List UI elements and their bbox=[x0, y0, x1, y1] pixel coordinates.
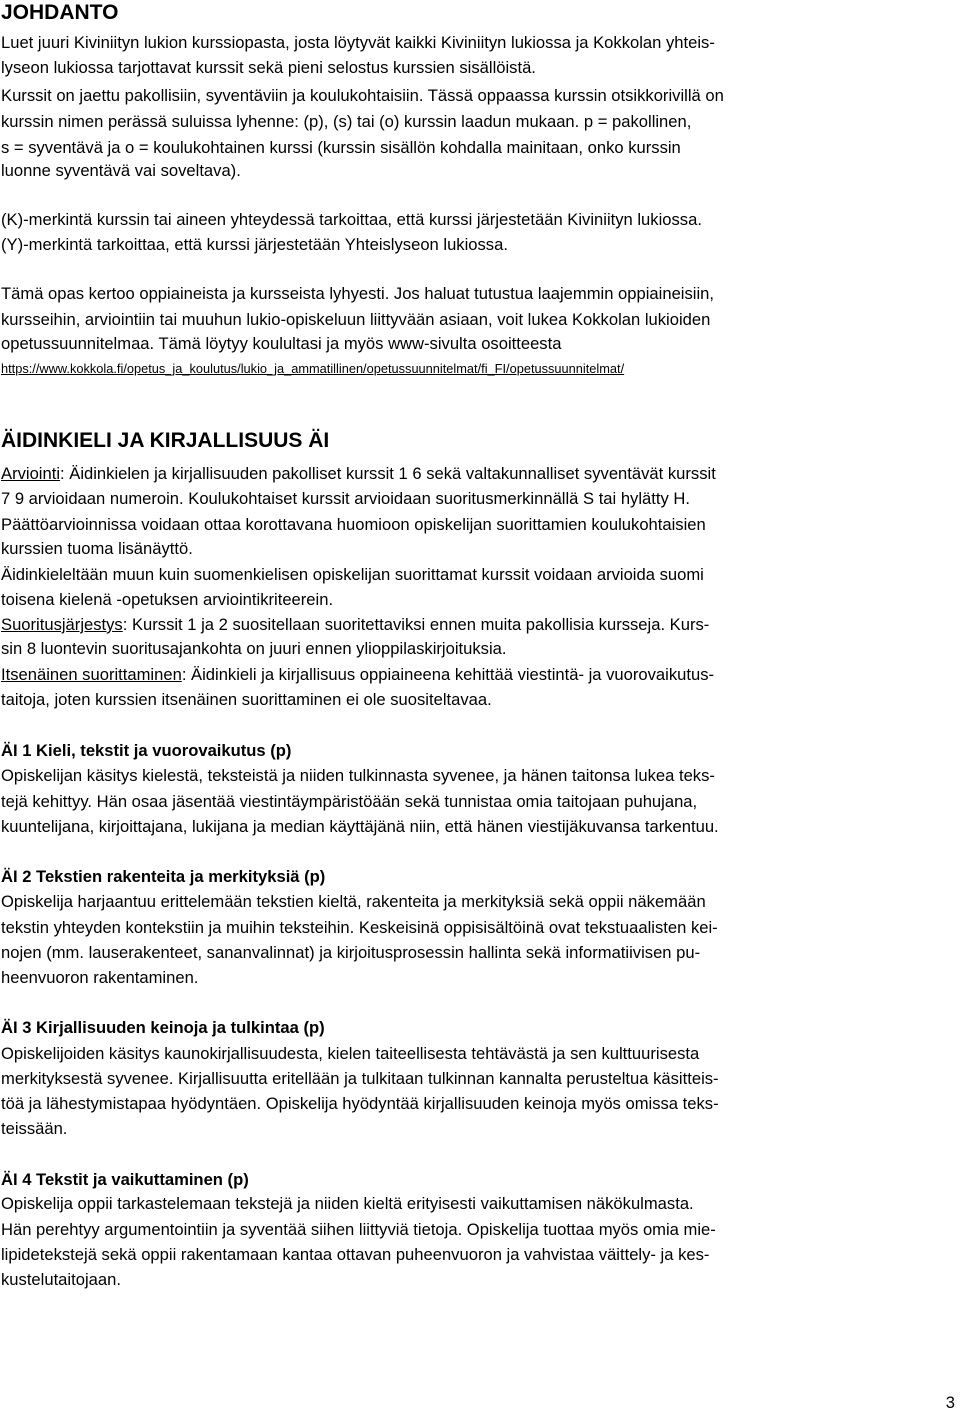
course-line: Opiskelija harjaantuu erittelemään tekstien kieltä, rakenteita ja merkityksiä sekä oppii näkemään bbox=[1, 892, 706, 911]
course-line: lipidetekstejä sekä oppii rakentamaan kantaa ottavan puheenvuoron ja vahvistaa väittely- ja kes- bbox=[1, 1245, 710, 1264]
course-line: Opiskelijan käsitys kielestä, teksteistä ja niiden tulkinnasta syvenee, ja hänen taitonsa lukea teks- bbox=[1, 766, 715, 785]
course-title: ÄI 4 Tekstit ja vaikuttaminen (p) bbox=[1, 1170, 249, 1189]
course-line: kuuntelijana, kirjoittajana, lukijana ja median käyttäjänä niin, että hänen viestijäkuvansa tarkentuu. bbox=[1, 817, 719, 836]
ai-line: 7 9 arvioidaan numeroin. Koulukohtaiset kurssit arvioidaan suoritusmerkinnällä S tai hylätty H. bbox=[1, 489, 690, 508]
jarjestys-line bbox=[1, 615, 709, 635]
jarjestys-text: : Kurssit 1 ja 2 suositellaan suoritettaviksi ennen muita pakollisia kursseja. Kurs- bbox=[122, 615, 710, 634]
intro-line: lyseon lukiossa tarjottavat kurssit sekä pieni selostus kurssien sisällöistä. bbox=[1, 58, 536, 77]
intro-line: s = syventävä ja o = koulukohtainen kurssi (kurssin sisällön kohdalla mainitaan, onko kurssin bbox=[1, 138, 681, 157]
page-number: 3 bbox=[945, 1393, 955, 1412]
course-line: tekstin yhteyden kontekstiin ja muihin teksteihin. Keskeisinä oppisisältöinä ovat tekstuaalisten kei- bbox=[1, 918, 718, 937]
intro-line: opetussuunnitelmaa. Tämä löytyy koulultasi ja myös www-sivulta osoitteesta bbox=[1, 334, 562, 353]
arviointi-label: Arviointi bbox=[1, 464, 61, 483]
course-line: tejä kehittyy. Hän osaa jäsentää viestintäympäristöään sekä tunnistaa omia taitojaan puhujana, bbox=[1, 792, 698, 811]
course-line: teissään. bbox=[1, 1119, 68, 1138]
intro-line: Luet juuri Kiviniityn lukion kurssiopasta, josta löytyvät kaikki Kiviniityn lukiossa ja Kokkolan yhteis- bbox=[1, 33, 715, 52]
itsenainen-text: : Äidinkieli ja kirjallisuus oppiaineena kehittää viestintä- ja vuorovaikutus- bbox=[181, 665, 715, 684]
ai-line: taitoja, joten kurssien itsenäinen suorittaminen ei ole suositeltavaa. bbox=[1, 690, 492, 709]
course-line: kustelutaitojaan. bbox=[1, 1270, 121, 1289]
course-line: Hän perehtyy argumentointiin ja syventää siihen liittyviä tietoja. Opiskelija tuottaa myös omia mie- bbox=[1, 1220, 716, 1239]
course-line: heenvuoron rakentaminen. bbox=[1, 968, 199, 987]
course-title: ÄI 2 Tekstien rakenteita ja merkityksiä (p) bbox=[1, 867, 326, 886]
ai-line: Päättöarvioinnissa voidaan ottaa korottavana huomioon opiskelijan suorittamien koulukohtaisien bbox=[1, 515, 706, 534]
intro-line: Tämä opas kertoo oppiaineista ja kursseista lyhyesti. Jos haluat tutustua laajemmin oppiaineisiin, bbox=[1, 284, 714, 303]
itsenainen-line bbox=[1, 665, 714, 685]
ai-line: sin 8 luontevin suoritusajankohta on juuri ennen ylioppilaskirjoituksia. bbox=[1, 639, 507, 658]
ai-line: toisena kielenä -opetuksen arviointikriteerein. bbox=[1, 590, 334, 609]
course-title: ÄI 3 Kirjallisuuden keinoja ja tulkintaa (p) bbox=[1, 1018, 325, 1037]
ai-line: kurssien tuoma lisänäyttö. bbox=[1, 539, 193, 558]
itsenainen-label: Itsenäinen suorittaminen bbox=[1, 665, 182, 684]
ops-link[interactable]: https://www.kokkola.fi/opetus_ja_koulutus/lukio_ja_ammatillinen/opetussuunnitelmat/fi_FI/opetussuunnitelmat/ bbox=[1, 361, 625, 376]
intro-line: (K)-merkintä kurssin tai aineen yhteydessä tarkoittaa, että kurssi järjestetään Kiviniityn lukiossa. bbox=[1, 210, 702, 229]
course-line: Opiskelijoiden käsitys kaunokirjallisuudesta, kielen taiteellisesta tehtävästä ja sen kulttuurisesta bbox=[1, 1044, 700, 1063]
arviointi-line bbox=[1, 464, 716, 484]
jarjestys-label: Suoritusjärjestys bbox=[1, 615, 123, 634]
ai-line: Äidinkieleltään muun kuin suomenkielisen opiskelijan suorittamat kurssit voidaan arvioida suomi bbox=[1, 565, 704, 584]
arviointi-text: : Äidinkielen ja kirjallisuuden pakolliset kurssit 1 6 sekä valtakunnalliset syventävät kurssit bbox=[60, 464, 716, 483]
course-line: merkityksestä syvenee. Kirjallisuutta eritellään ja tulkitaan tulkinnan kannalta perusteltua käsitteis- bbox=[1, 1069, 719, 1088]
course-title: ÄI 1 Kieli, tekstit ja vuorovaikutus (p) bbox=[1, 741, 292, 760]
intro-line: (Y)-merkintä tarkoittaa, että kurssi järjestetään Yhteislyseon lukiossa. bbox=[1, 235, 508, 254]
course-line: nojen (mm. lauserakenteet, sananvalinnat) ja kirjoitusprosessin hallinta sekä informatiivisen pu- bbox=[1, 943, 701, 962]
intro-line: Kurssit on jaettu pakollisiin, syventäviin ja koulukohtaisiin. Tässä oppaassa kurssin otsikkorivillä on bbox=[1, 86, 724, 105]
ai-heading: ÄIDINKIELI JA KIRJALLISUUS ÄI bbox=[1, 429, 330, 452]
intro-line: luonne syventävä vai soveltava). bbox=[1, 161, 241, 180]
ops-link-row bbox=[1, 358, 624, 379]
course-line: töä ja lähestymistapaa hyödyntäen. Opiskelija hyödyntää kirjallisuuden keinoja myös omissa teks- bbox=[1, 1094, 719, 1113]
intro-line: kursseihin, arviointiin tai muuhun lukio-opiskeluun liittyvään asiaan, voit lukea Kokkolan lukioiden bbox=[1, 310, 711, 329]
course-line: Opiskelija oppii tarkastelemaan tekstejä ja niiden kieltä erityisesti vaikuttamisen näkökulmasta. bbox=[1, 1194, 694, 1213]
intro-line: kurssin nimen perässä suluissa lyhenne: (p), (s) tai (o) kurssin laadun mukaan. p = pakollinen, bbox=[1, 112, 692, 131]
intro-heading: JOHDANTO bbox=[1, 1, 119, 24]
